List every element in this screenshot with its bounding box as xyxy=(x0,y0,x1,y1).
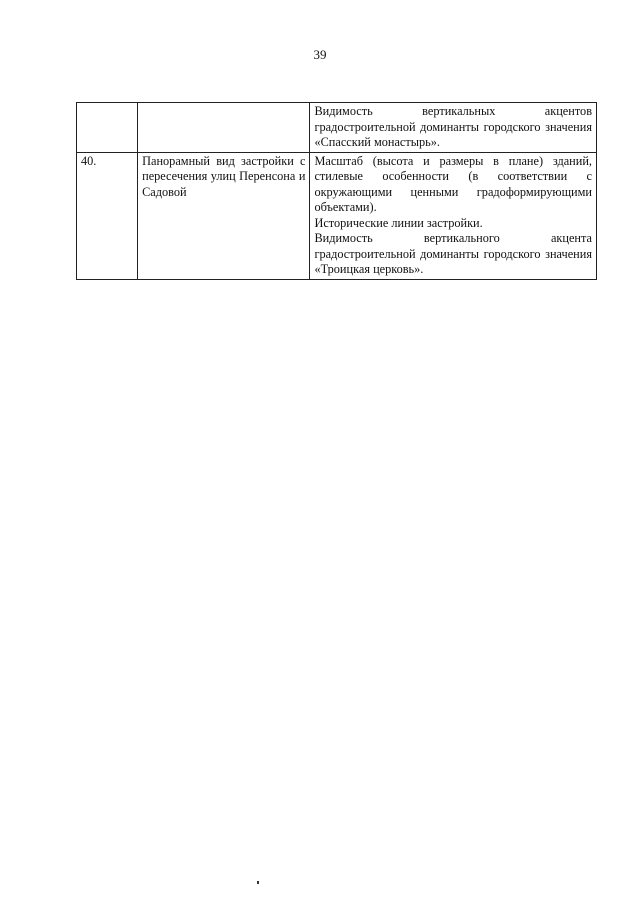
requirement-text: Масштаб (высота и размеры в плане) зданий, стилевые особенности (в соответствии с окружающими ценными градоформирующими объектами). xyxy=(314,153,592,214)
view-name-cell: Панорамный вид застройки с пересечения улиц Перенсона и Садовой xyxy=(138,152,310,279)
heritage-requirements-table xyxy=(76,102,597,280)
requirement-text: Исторические линии застройки. xyxy=(314,215,483,230)
requirement-text: Видимость вертикального акцента градостроительной доминанты городского значения «Троицкая церковь». xyxy=(314,231,592,276)
requirement-text: Видимость вертикальных акцентов градостроительной доминанты городского значения «Спасский монастырь». xyxy=(314,104,592,149)
page-number: 39 xyxy=(313,47,327,62)
scan-speck xyxy=(257,881,259,884)
table-row xyxy=(77,103,597,153)
requirements-cell xyxy=(310,152,597,279)
row-number-cell xyxy=(77,103,138,153)
view-name-cell xyxy=(138,103,310,153)
table-row xyxy=(77,152,597,279)
row-number-cell: 40. xyxy=(77,152,138,279)
requirements-cell xyxy=(310,103,597,153)
